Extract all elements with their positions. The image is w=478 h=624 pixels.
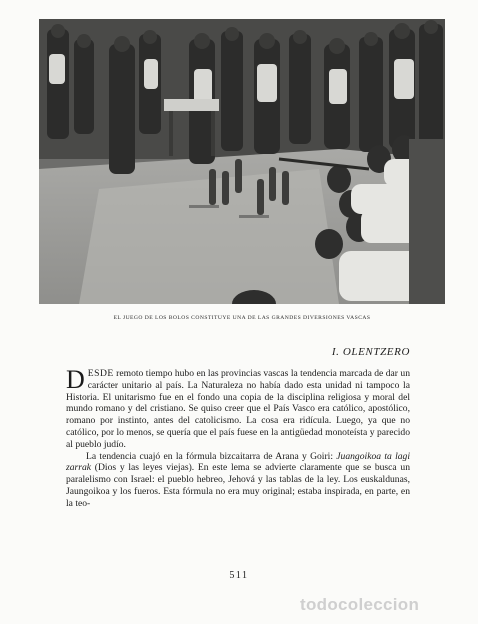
paragraph-2-motto: Juangoikoa ta lagi zarrak bbox=[66, 450, 410, 474]
page-number: 511 bbox=[229, 570, 249, 581]
section-title: I. OLENTZERO bbox=[331, 346, 410, 358]
photo-caption: EL JUEGO DE LOS BOLOS CONSTITUYE UNA DE LAS GRANDES DIVERSIONES VASCAS bbox=[113, 315, 371, 321]
paragraph-2-text-a: La tendencia cuajó en la fórmula bizcaitarra de Arana y Goiri: bbox=[86, 450, 337, 462]
watermark-logo: todocoleccion bbox=[300, 595, 420, 614]
first-word: ESDE bbox=[87, 368, 114, 379]
paragraph-1 bbox=[66, 365, 410, 451]
drop-cap: D bbox=[66, 365, 85, 394]
body-text bbox=[66, 365, 410, 510]
paragraph-2 bbox=[66, 451, 410, 510]
bolos-photo bbox=[39, 19, 445, 304]
paragraph-1-text: remoto tiempo hubo en las provincias vascas la tendencia marcada de dar un carácter unitario al país. La Naturaleza no había dado esta unidad ni tampoco la Historia. El unitarismo fue en el fondo una copia de la disciplina religiosa y moral del mundo romano y del cristiano. Se quiso creer que el País Vasco era católico, apostólico, romano por instinto, antes del catolicismo. La cosa era ridícula. Luego, ya que no católico, por lo menos, se quería que el país fuese en la antigüedad monoteísta y parecido al pueblo judío. bbox=[66, 368, 410, 450]
photo-illustration bbox=[39, 19, 445, 304]
paragraph-2-text-b: (Dios y las leyes viejas). En este lema se advierte claramente que se busca un paralelismo con Israel: el pueblo hebreo, Jehová y las tablas de la ley. Los euskaldunas, Jaungoikoa y los fueros. Esta fórmula no era muy original; estaba inspirada, en parte, en la teo- bbox=[66, 462, 410, 509]
